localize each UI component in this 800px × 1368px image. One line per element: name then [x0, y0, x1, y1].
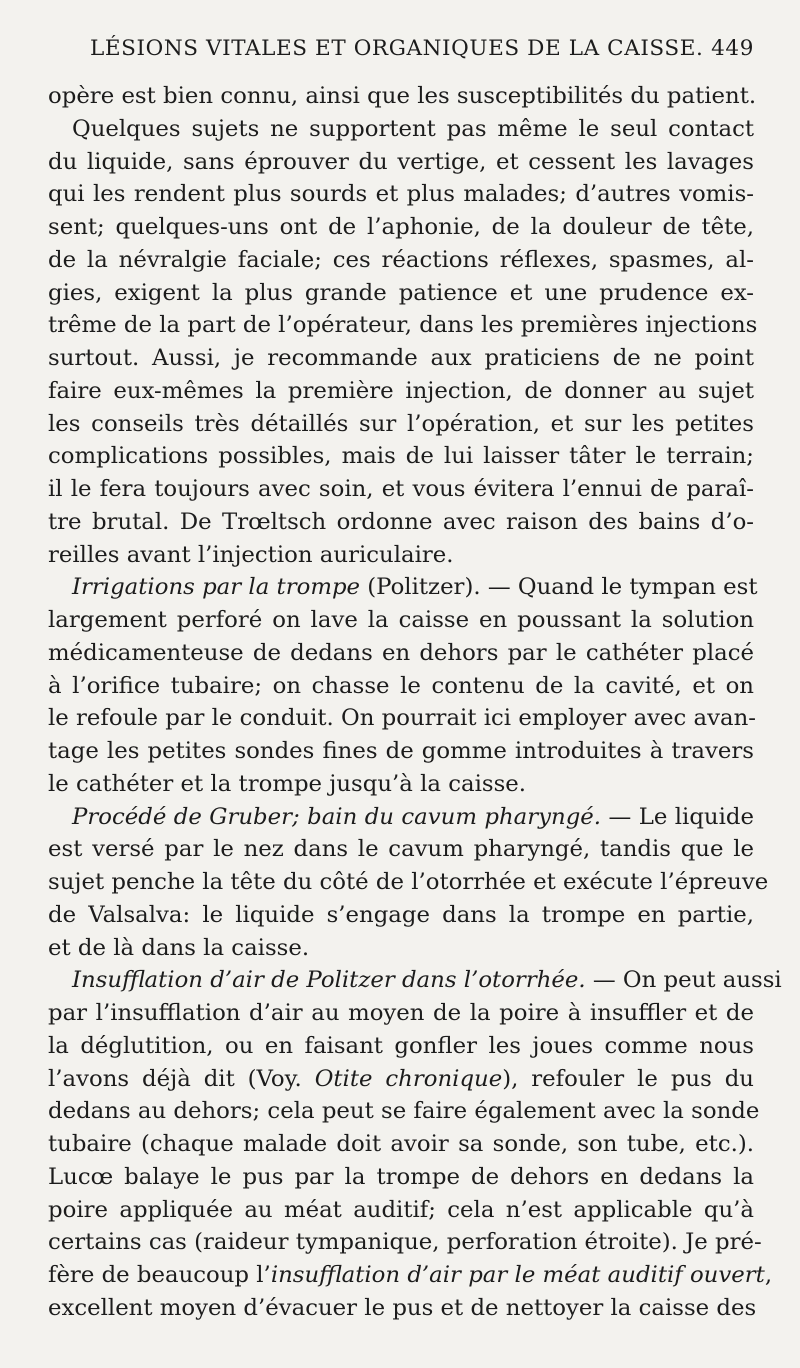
text-run: de la névralgie faciale; ces réactions réflexes, spasmes, al-	[48, 246, 754, 273]
text-run: du liquide, sans éprouver du vertige, et cessent les lavages	[48, 148, 754, 175]
text-line	[48, 571, 758, 604]
text-run: les conseils très détaillés sur l’opération, et sur les petites	[48, 410, 754, 437]
text-run: reilles avant l’injection auriculaire.	[48, 541, 454, 568]
italic-run: insufflation d’air par le méat auditif ouvert	[270, 1262, 765, 1288]
text-run: à l’orifice tubaire; on chasse le contenu de la cavité, et on	[48, 672, 754, 699]
running-title: LÉSIONS VITALES ET ORGANIQUES DE LA CAISSE.	[90, 36, 704, 61]
text-line	[48, 1128, 754, 1161]
text-line	[48, 1259, 773, 1292]
text-line	[48, 1226, 762, 1259]
text-line	[48, 178, 754, 211]
text-line	[48, 932, 754, 965]
text-run: trême de la part de l’opérateur, dans les premières injections	[48, 312, 758, 339]
text-line	[48, 899, 754, 932]
text-line	[48, 997, 754, 1030]
text-line	[48, 211, 754, 244]
text-run: largement perforé on lave la caisse en poussant la solution	[48, 607, 754, 633]
text-line	[48, 702, 754, 735]
italic-run: Irrigations par la trompe	[72, 574, 361, 601]
text-line	[48, 1030, 754, 1063]
text-line	[48, 670, 754, 703]
text-run: ,	[764, 1262, 773, 1288]
text-line	[48, 146, 754, 179]
text-run: par l’insufflation d’air au moyen de la poire à insuffler et de	[48, 1000, 754, 1026]
text-run: — Le liquide	[601, 803, 754, 830]
text-run: tubaire (chaque malade doit avoir sa sonde, son tube, etc.).	[48, 1131, 754, 1157]
page-number: 449	[711, 36, 754, 61]
text-run: certains cas (raideur tympanique, perforation étroite). Je pré-	[48, 1229, 762, 1256]
text-line	[48, 440, 754, 473]
text-run: Quelques sujets ne supportent pas même le seul contact	[72, 115, 754, 142]
text-run: excellent moyen d’évacuer le pus et de nettoyer la caisse des	[48, 1294, 757, 1321]
text-run: (Politzer). — Quand le tympan est	[360, 574, 758, 601]
text-run: faire eux-mêmes la première injection, de donner au sujet	[48, 377, 754, 404]
text-line	[48, 1194, 754, 1227]
text-run: — On peut aussi	[585, 967, 782, 994]
text-run: le refoule par le conduit. On pourrait ici employer avec avan-	[48, 705, 756, 732]
text-line	[48, 964, 782, 997]
text-line	[48, 637, 754, 670]
text-line	[48, 1292, 757, 1325]
text-run: la déglutition, ou en faisant gonfler les joues comme nous	[48, 1032, 754, 1059]
text-line	[48, 277, 754, 310]
italic-run: Procédé de Gruber; bain du cavum pharyngé.	[72, 803, 602, 830]
text-run: de Valsalva: le liquide s’engage dans la trompe en partie,	[48, 901, 754, 928]
text-run: il le fera toujours avec soin, et vous évitera l’ennui de paraî-	[48, 476, 754, 502]
text-run: complications possibles, mais de lui laisser tâter le terrain;	[48, 443, 754, 470]
text-run: Lucœ balaye le pus par la trompe de dehors en dedans la	[48, 1163, 754, 1190]
text-line	[48, 1161, 754, 1194]
text-run: dedans au dehors; cela peut se faire également avec la sonde	[48, 1098, 760, 1125]
text-run: opère est bien connu, ainsi que les susceptibilités du patient.	[48, 83, 757, 109]
body-text	[48, 80, 782, 1325]
running-header	[48, 36, 754, 80]
text-line	[48, 539, 754, 572]
text-run: médicamenteuse de dedans en dehors par le cathéter placé	[48, 639, 754, 666]
text-line	[48, 735, 754, 768]
text-run: l’avons déjà dit (Voy.	[48, 1065, 315, 1092]
text-run: fère de beaucoup l’	[48, 1262, 271, 1288]
text-run: tage les petites sondes fines de gomme introduites à travers	[48, 738, 754, 764]
text-run: et de là dans la caisse.	[48, 934, 310, 961]
text-line	[48, 375, 754, 408]
text-line	[48, 604, 754, 637]
text-line	[48, 1095, 760, 1128]
text-line	[48, 244, 754, 277]
text-line	[48, 866, 769, 899]
text-line	[48, 506, 754, 539]
text-run: tre brutal. De Trœltsch ordonne avec raison des bains d’o-	[48, 508, 754, 535]
text-line	[48, 309, 758, 342]
text-run: sujet penche la tête du côté de l’otorrhée et exécute l’épreuve	[48, 869, 769, 895]
text-run: est versé par le nez dans le cavum pharyngé, tandis que le	[48, 836, 754, 863]
text-run: qui les rendent plus sourds et plus malades; d’autres vomis-	[48, 181, 754, 208]
text-run: gies, exigent la plus grande patience et une prudence ex-	[48, 279, 754, 306]
text-run: poire appliquée au méat auditif; cela n’est applicable qu’à	[48, 1196, 754, 1223]
text-line	[48, 80, 757, 113]
italic-run: Insufflation d’air de Politzer dans l’otorrhée.	[72, 967, 586, 994]
text-line	[48, 768, 754, 801]
text-run: ), refouler le pus du	[502, 1065, 754, 1092]
text-run: sent; quelques-uns ont de l’aphonie, de la douleur de tête,	[48, 214, 754, 240]
italic-run: Otite chronique	[314, 1065, 503, 1092]
text-line	[48, 342, 754, 375]
text-run: surtout. Aussi, je recommande aux praticiens de ne point	[48, 345, 754, 371]
text-line	[48, 473, 754, 506]
text-line	[48, 801, 754, 834]
text-line	[48, 833, 754, 866]
text-line	[48, 113, 754, 146]
text-line	[48, 1063, 754, 1096]
text-run: le cathéter et la trompe jusqu’à la caisse.	[48, 770, 526, 797]
text-line	[48, 408, 754, 441]
